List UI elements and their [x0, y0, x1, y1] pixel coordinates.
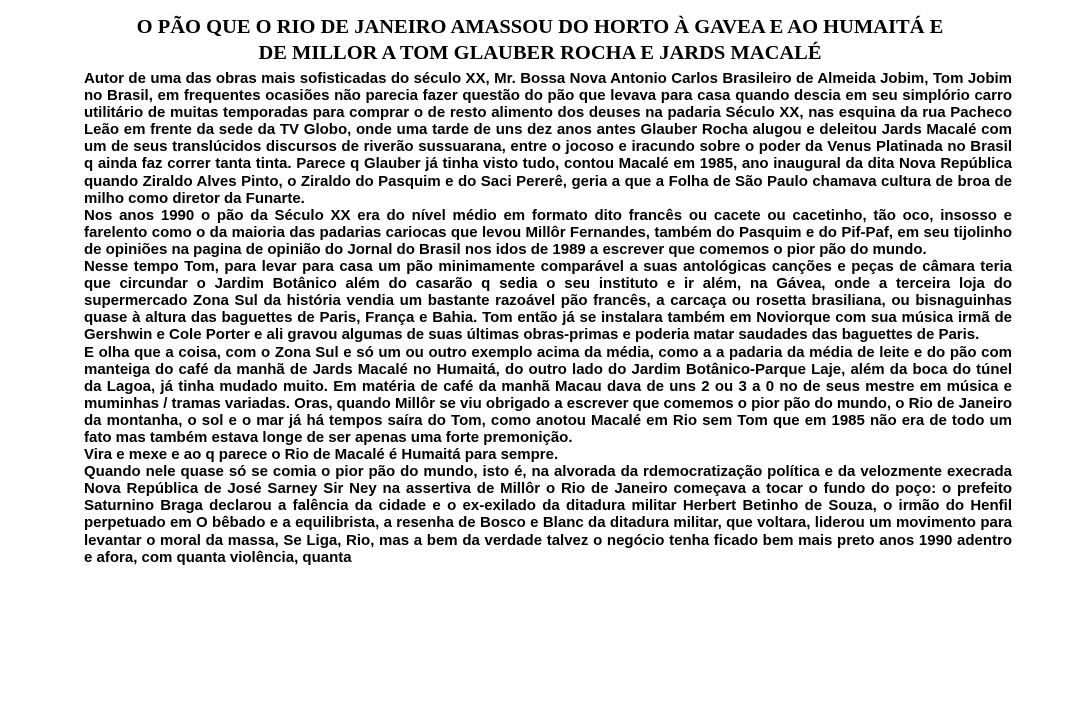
title-line-2: DE MILLOR A TOM GLAUBER ROCHA E JARDS MACALÉ: [258, 42, 822, 64]
article-body: [84, 70, 1012, 566]
document-title: [60, 14, 1020, 66]
paragraph: Nos anos 1990 o pão da Século XX era do nível médio em formato dito francês ou cacete ou cacetinho, tão oco, insosso e farelento como o da maioria das padarias cariocas que levou Millôr Fernandes, também do Pasquim e do Pif-Paf, em seu tijolinho de opiniões na pagina de opinião do Jornal do Brasil nos idos de 1989 a escrever que comemos o pior pão do mundo.: [84, 206, 1012, 258]
paragraph: Autor de uma das obras mais sofisticadas do século XX, Mr. Bossa Nova Antonio Carlos Brasileiro de Almeida Jobim, Tom Jobim no Brasil, em frequentes ocasiões não parecia fazer questão do pão que levava para casa quando descia em seu simplório carro utilitário de muitas temporadas para comprar o de resto alimento dos deuses na padaria Século XX, nas esquina da rua Pacheco Leão em frente da sede da TV Globo, onde uma tarde de uns dez anos antes Glauber Rocha alugou e deleitou Jards Macalé com um de seus translúcidos discursos de riverão sussuarana, entre o jocoso e iracundo sobre o poder da Venus Platinada no Brasil q ainda faz correr tanta tinta. Parece q Glauber já tinha visto tudo, contou Macalé em 1985, ano inaugural da dita Nova República quando Ziraldo Alves Pinto, o Ziraldo do Pasquim e do Saci Pererê, geria a que a Folha de São Paulo chamava cultura de broa de milho como diretor da Funarte.: [84, 70, 1012, 207]
paragraph: Nesse tempo Tom, para levar para casa um pão minimamente comparável a suas antológicas canções e peças de câmara teria que circundar o Jardim Botânico além do casarão q sedia o seu instituto e ir além, na Gávea, onde a terceira loja do supermercado Zona Sul da história vendia um bastante razoável pão francês, a carcaça ou rosetta brasiliana, ou bisnaguinhas quase à altura das baguettes de Paris, França e Bahia. Tom então já se instalara também em Noviorque com sua música irmã de Gershwin e Cole Porter e ali gravou algumas de suas últimas obras-primas e poderia matar saudades das baguettes de Paris.: [84, 258, 1012, 344]
paragraph: Vira e mexe e ao q parece o Rio de Macalé é Humaitá para sempre.: [84, 446, 559, 464]
title-line-1: O PÃO QUE O RIO DE JANEIRO AMASSOU DO HORTO À GAVEA E AO HUMAITÁ E: [136, 16, 944, 38]
paragraph: E olha que a coisa, com o Zona Sul e só um ou outro exemplo acima da média, como a a padaria da média de leite e do pão com manteiga do café da manhã de Jards Macalé no Humaitá, do outro lado do Jardim Botânico-Parque Laje, além da boca do túnel da Lagoa, já tinha mudado muito. Em matéria de café da manhã Macau dava de uns 2 ou 3 a 0 no de seus mestre em música e muminhas / tramas variadas. Oras, quando Millôr se viu obrigado a escrever que comemos o pior pão do mundo, o Rio de Janeiro da montanha, o sol e o mar já há tempos saíra do Tom, como anotou Macalé em Rio sem Tom que em 1985 não era de todo um fato mas também estava longe de ser apenas uma forte premonição.: [84, 343, 1012, 446]
paragraph: Quando nele quase só se comia o pior pão do mundo, isto é, na alvorada da rdemocratização política e da velozmente execrada Nova República de José Sarney Sir Ney na assertiva de Millôr o Rio de Janeiro começava a tocar o fundo do poço: o prefeito Saturnino Braga declarou a falência da cidade e o ex-exilado da ditadura militar Herbert Betinho de Souza, o irmão do Henfil perpetuado em O bêbado e a equilibrista, a resenha de Bosco e Blanc da ditadura militar, que voltara, liderou um movimento para levantar o moral da massa, Se Liga, Rio, mas a bem da verdade talvez o negócio tenha ficado bem mais preto anos 1990 adentro e afora, com quanta violência, quanta: [84, 463, 1012, 566]
